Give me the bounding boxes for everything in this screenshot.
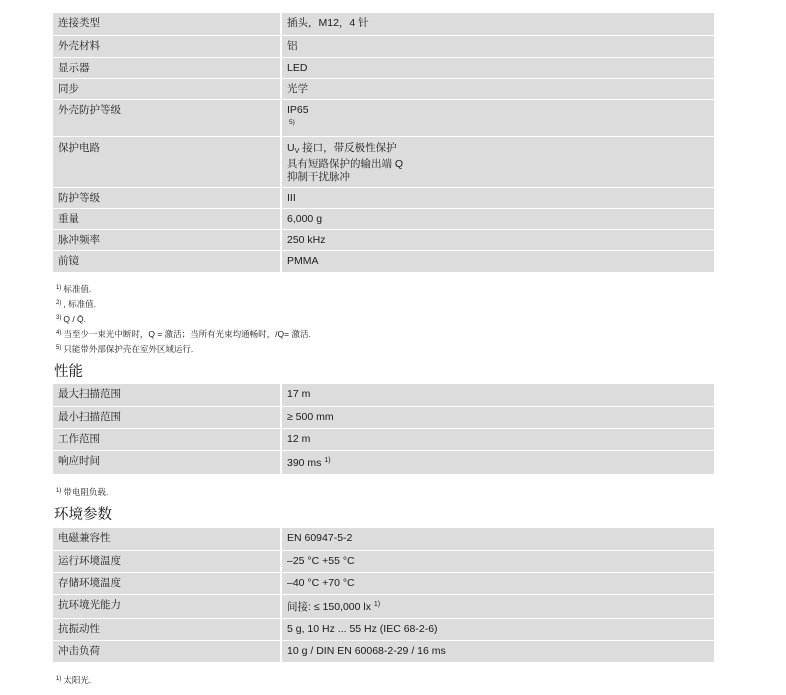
table-row	[53, 450, 714, 474]
footnote-text: , 标准值.	[63, 299, 96, 309]
footnote	[56, 343, 193, 355]
table-row	[53, 406, 714, 428]
table-row	[53, 229, 714, 250]
row-key: 最小扫描范围	[53, 406, 281, 428]
row-value: ≥ 500 mm	[281, 406, 714, 428]
row-value: EN 60947-5-2	[281, 528, 714, 550]
footnote-number: 1)	[56, 488, 62, 494]
row-key: 防护等级	[53, 187, 281, 208]
row-value	[281, 450, 714, 474]
row-value: 17 m	[281, 384, 714, 406]
value-text: IP65	[287, 103, 309, 116]
row-value: 光学	[281, 78, 714, 99]
row-value: 250 kHz	[281, 229, 714, 250]
row-value: LED	[281, 57, 714, 78]
value-text: 390 ms	[287, 456, 322, 469]
footnote-text: 标准值.	[63, 284, 92, 294]
row-key: 重量	[53, 208, 281, 229]
u-subscript: V	[294, 147, 300, 155]
footnote-text: Q / Q̄.	[63, 314, 87, 324]
footnote-ref: 1)	[324, 456, 331, 464]
row-key: 运行环境温度	[53, 550, 281, 572]
row-value: III	[281, 187, 714, 208]
footnote-number: 1)	[56, 285, 62, 291]
spec-table-performance	[53, 384, 714, 475]
section-title-performance: 性能	[54, 364, 83, 380]
footnote	[56, 486, 108, 498]
table-row	[53, 428, 714, 450]
table-row	[53, 250, 714, 272]
table-row	[53, 618, 714, 640]
table-row	[53, 572, 714, 594]
footnote	[56, 283, 91, 295]
table-row	[53, 550, 714, 572]
table-row	[53, 187, 714, 208]
row-value: –40 °C +70 °C	[281, 572, 714, 594]
table-row	[53, 35, 714, 57]
footnote-number: 1)	[56, 676, 62, 682]
row-key: 脉冲频率	[53, 229, 281, 250]
row-key: 连接类型	[53, 13, 281, 35]
row-key: 同步	[53, 78, 281, 99]
footnote-text: 带电阻负载.	[63, 487, 109, 497]
row-value: 插头，M12，4 针	[281, 13, 714, 35]
row-value	[281, 99, 714, 136]
table-row	[53, 136, 714, 187]
footnote-number: 3)	[56, 315, 62, 321]
table-row	[53, 594, 714, 618]
footnote	[56, 674, 91, 686]
footnote-ref: 5)	[289, 118, 295, 126]
row-value: PMMA	[281, 250, 714, 272]
value-line: 具有短路保护的输出端 Q	[287, 157, 404, 170]
footnote	[56, 328, 311, 340]
row-key: 抗振动性	[53, 618, 281, 640]
row-key: 保护电路	[53, 136, 281, 187]
row-key: 存储环境温度	[53, 572, 281, 594]
footnote-text: 太阳光.	[63, 675, 92, 685]
value-text: 间接: ≤ 150,000 lx	[287, 600, 371, 613]
row-key: 响应时间	[53, 450, 281, 474]
row-value: 6,000 g	[281, 208, 714, 229]
footnote-ref: 1)	[373, 600, 381, 608]
table-row	[53, 13, 714, 35]
table-row	[53, 57, 714, 78]
table-row	[53, 384, 714, 406]
row-value: 5 g, 10 Hz ... 55 Hz (IEC 68-2-6)	[281, 618, 714, 640]
footnote	[56, 298, 96, 310]
row-key: 外壳防护等级	[53, 99, 281, 136]
row-value: 10 g / DIN EN 60068-2-29 / 16 ms	[281, 640, 714, 662]
footnote-number: 5)	[56, 345, 62, 351]
footnote-number: 2)	[56, 300, 62, 306]
footnote-text: 只能带外部保护壳在室外区域运行.	[63, 344, 194, 354]
footnote-text: 当至少一束光中断时，Q = 激活；当所有光束均通畅时，/Q= 激活.	[63, 329, 311, 339]
row-value	[281, 594, 714, 618]
row-value: 铝	[281, 35, 714, 57]
table-row	[53, 528, 714, 550]
table-row	[53, 99, 714, 136]
row-key: 抗环境光能力	[53, 594, 281, 618]
row-value	[281, 136, 714, 187]
row-value: 12 m	[281, 428, 714, 450]
row-value: –25 °C +55 °C	[281, 550, 714, 572]
row-key: 工作范围	[53, 428, 281, 450]
spec-table-environment	[53, 528, 714, 663]
value-line-text: 接口，带反极性保护	[302, 141, 397, 154]
row-key: 前镜	[53, 250, 281, 272]
value-line: 抑制干扰脉冲	[287, 170, 350, 183]
table-row	[53, 208, 714, 229]
spec-table-general	[53, 13, 714, 273]
row-key: 外壳材料	[53, 35, 281, 57]
row-key: 最大扫描范围	[53, 384, 281, 406]
section-title-environment: 环境参数	[54, 507, 112, 523]
u-symbol: U	[287, 141, 295, 154]
footnote	[56, 313, 86, 325]
footnote-number: 4)	[56, 330, 62, 336]
row-key: 电磁兼容性	[53, 528, 281, 550]
table-row	[53, 640, 714, 662]
row-key: 冲击负荷	[53, 640, 281, 662]
table-row	[53, 78, 714, 99]
value-line	[287, 142, 710, 158]
row-key: 显示器	[53, 57, 281, 78]
